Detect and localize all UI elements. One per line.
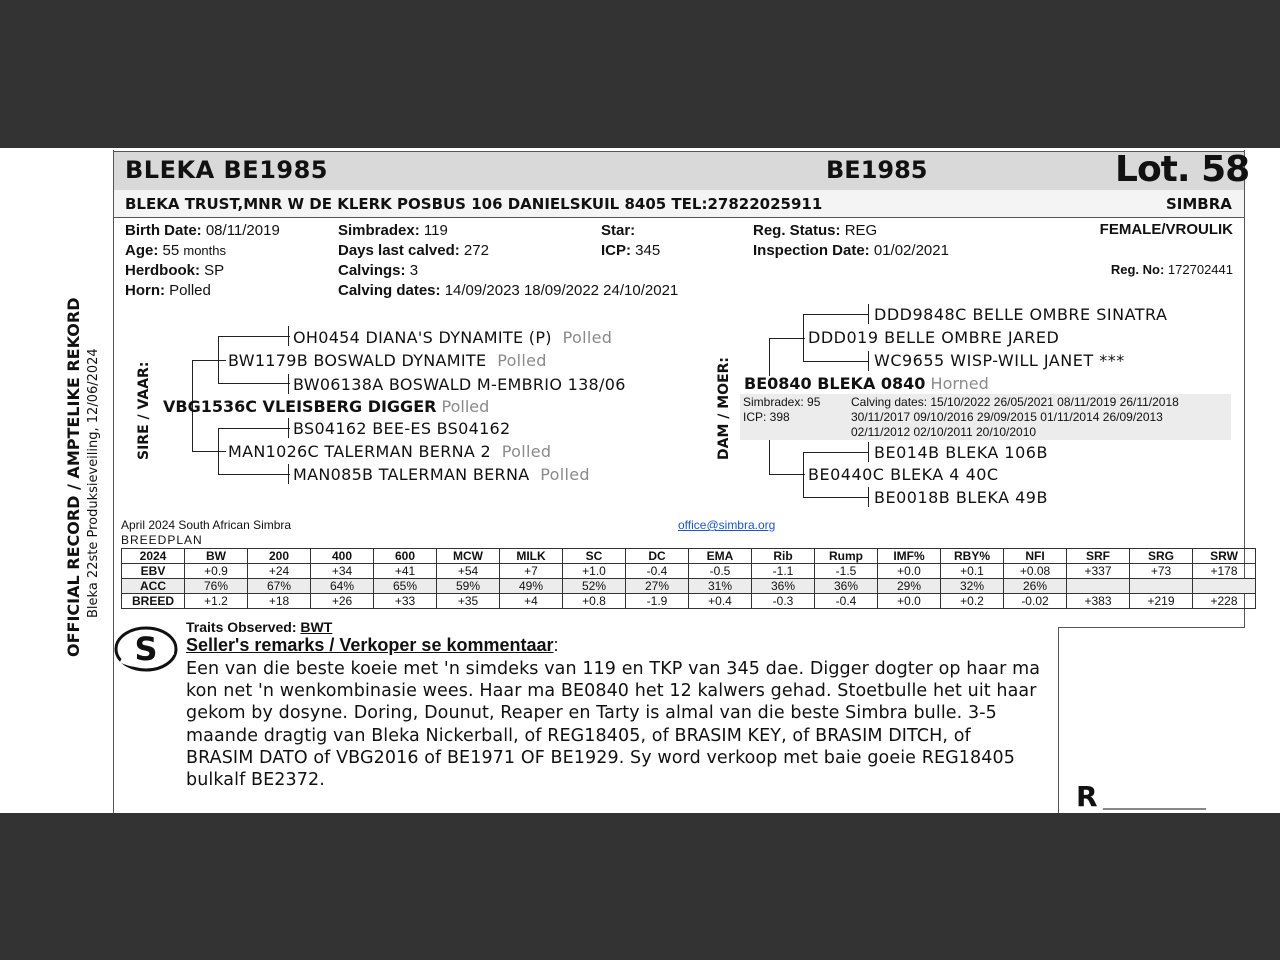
simbradex-value: 119	[423, 222, 448, 239]
dam-label: DAM / MOER:	[716, 356, 732, 460]
seller-logo-icon	[113, 622, 179, 676]
star-label: Star:	[601, 222, 636, 239]
ebv-row-breed	[122, 594, 1256, 609]
ebv-cell: 36%	[815, 579, 878, 594]
dam-sire-dam: WC9655 WISP-WILL JANET ***	[874, 351, 1125, 370]
ebv-cell: DC	[626, 549, 689, 564]
ebv-cell: 26%	[1004, 579, 1067, 594]
ebv-cell: SRF	[1067, 549, 1130, 564]
ebv-cell: +41	[374, 564, 437, 579]
ebv-cell: 36%	[752, 579, 815, 594]
ebv-cell: +0.1	[941, 564, 1004, 579]
ebv-cell: +228	[1193, 594, 1256, 609]
ebv-cell: 67%	[248, 579, 311, 594]
ebv-cell: 200	[248, 549, 311, 564]
ebv-cell: 65%	[374, 579, 437, 594]
ebv-cell: -1.1	[752, 564, 815, 579]
ebv-header-row	[122, 549, 1256, 564]
dam-dam-dam: BE0018B BLEKA 49B	[874, 488, 1048, 507]
ebv-cell: +0.2	[941, 594, 1004, 609]
calving-dates-value: 14/09/2023 18/09/2022 24/10/2021	[444, 282, 679, 299]
sale-label: Bleka 22ste Produksieveiling, 12/06/2024	[86, 348, 101, 618]
remarks-body: Een van die beste koeie met 'n simdeks van 119 en TKP van 345 dae. Digger dogter op haar ma kon net 'n wenkombinasie wees. Haar ma BE0840 het 12 kalwers gehad. Stoetbulle het uit haar gekom by dosyne. Doring, Dounut, Reaper en Tarty is almal van die beste Simbra bulle. 3-5 maande dragtig van Bleka Nickerball, of REG18405, of BRASIM KEY, of BRASIM DITCH, of BRASIM DATO of VBG2016 of BE1971 OF BE1929. Sy word verkoop met baie goeie REG18405 bulkalf BE2372.	[186, 659, 1041, 791]
ebv-cell: MILK	[500, 549, 563, 564]
sire-sire-dam: BW06138A BOSWALD M-EMBRIO 138/06	[293, 375, 626, 394]
details-col-1	[125, 221, 280, 301]
ebv-cell: -0.4	[815, 594, 878, 609]
ebv-cell: +33	[374, 594, 437, 609]
dam-calving-dates: Calving dates: 15/10/2022 26/05/2021 08/11/2019 26/11/2018 30/11/2017 09/10/2016 29/09/2015 01/11/2014 26/09/2013 02/11/2012 02/10/2011 20/10/2010	[851, 395, 1179, 439]
ebv-cell: IMF%	[878, 549, 941, 564]
ebv-cell: EBV	[122, 564, 185, 579]
birth-date-label: Birth Date:	[125, 222, 202, 239]
ebv-cell: +0.8	[563, 594, 626, 609]
ebv-cell: 49%	[500, 579, 563, 594]
herdbook-value: SP	[204, 262, 225, 279]
dam-sire-sire: DDD9848C BELLE OMBRE SINATRA	[874, 305, 1168, 324]
ebv-cell: Rump	[815, 549, 878, 564]
horn-value: Polled	[169, 282, 211, 299]
sire-label: SIRE / VAAR:	[136, 361, 152, 460]
ebv-cell: MCW	[437, 549, 500, 564]
dam: BE0840 BLEKA 0840 Horned	[744, 374, 989, 393]
dam-stats	[743, 395, 820, 425]
details-col-3	[601, 221, 660, 261]
ebv-cell: -0.02	[1004, 594, 1067, 609]
dam-simbradex: Simbradex: 95	[743, 395, 821, 409]
ebv-cell: +73	[1130, 564, 1193, 579]
age-unit: months	[183, 243, 227, 258]
sire-sire-sire: OH0454 DIANA'S DYNAMITE (P) Polled	[293, 328, 613, 347]
ebv-cell: 31%	[689, 579, 752, 594]
ebv-cell: ACC	[122, 579, 185, 594]
ebv-cell: SC	[563, 549, 626, 564]
ebv-cell: +4	[500, 594, 563, 609]
page-border-left	[113, 150, 114, 813]
age-value: 55	[162, 242, 180, 259]
age-label: Age:	[125, 242, 159, 259]
dam-dam: BE0440C BLEKA 4 40C	[808, 465, 999, 484]
birth-date-value: 08/11/2019	[205, 222, 280, 239]
ebv-cell: +54	[437, 564, 500, 579]
ebv-cell: -0.5	[689, 564, 752, 579]
days-calved-value: 272	[463, 242, 489, 259]
ebv-cell: +7	[500, 564, 563, 579]
lot-number: Lot. 58	[1115, 149, 1250, 190]
ebv-cell: +0.08	[1004, 564, 1067, 579]
animal-id: BE1985	[826, 156, 928, 184]
ebv-cell	[1067, 579, 1130, 594]
breeder-info: BLEKA TRUST,MNR W DE KLERK POSBUS 106 DANIELSKUIL 8405 TEL:27822025911	[125, 195, 823, 213]
ebv-cell: 76%	[185, 579, 248, 594]
ebv-cell: SRW	[1193, 549, 1256, 564]
ebv-cell: -1.9	[626, 594, 689, 609]
horn-label: Horn:	[125, 282, 165, 299]
seller-logo-letter: S	[134, 630, 158, 668]
price-currency: R	[1076, 780, 1098, 813]
ebv-cell: +35	[437, 594, 500, 609]
sire-sire: BW1179B BOSWALD DYNAMITE Polled	[228, 351, 547, 370]
ebv-cell: Rib	[752, 549, 815, 564]
herdbook-label: Herdbook:	[125, 262, 200, 279]
ebv-cell: +219	[1130, 594, 1193, 609]
ebv-cell: -0.4	[626, 564, 689, 579]
ebv-cell: BW	[185, 549, 248, 564]
ebv-cell: 59%	[437, 579, 500, 594]
days-calved-label: Days last calved:	[338, 242, 460, 259]
ebv-cell: +178	[1193, 564, 1256, 579]
icp-value: 345	[635, 242, 661, 259]
simbradex-label: Simbradex:	[338, 222, 420, 239]
ebv-cell: +26	[311, 594, 374, 609]
price-box-top	[1058, 627, 1245, 628]
sire-dam-dam: MAN085B TALERMAN BERNA Polled	[293, 465, 590, 484]
ebv-cell: 29%	[878, 579, 941, 594]
ebv-cell	[1193, 579, 1256, 594]
calvings-value: 3	[409, 262, 419, 279]
ebv-cell: +383	[1067, 594, 1130, 609]
price-blank-line[interactable]: _________________	[1103, 794, 1205, 810]
ebv-cell: 2024	[122, 549, 185, 564]
dam-sire: DDD019 BELLE OMBRE JARED	[808, 328, 1060, 347]
reg-status-label: Reg. Status:	[753, 222, 841, 239]
ebv-cell: +34	[311, 564, 374, 579]
ebv-cell: 27%	[626, 579, 689, 594]
ebv-cell: +0.0	[878, 594, 941, 609]
ebv-cell: +1.0	[563, 564, 626, 579]
ebv-cell: +337	[1067, 564, 1130, 579]
calvings-label: Calvings:	[338, 262, 406, 279]
ebv-cell	[1130, 579, 1193, 594]
reg-no-label: Reg. No:	[1110, 262, 1165, 277]
breedplan-date: April 2024 South African Simbra	[121, 518, 292, 532]
icp-label: ICP:	[601, 242, 631, 259]
dam-icp: ICP: 398	[743, 410, 790, 424]
ebv-table	[121, 548, 1256, 609]
traits-value: BWT	[300, 619, 333, 635]
dam-dam-sire: BE014B BLEKA 106B	[874, 443, 1048, 462]
ebv-cell: NFI	[1004, 549, 1067, 564]
ebv-cell: 400	[311, 549, 374, 564]
ebv-row-ebv	[122, 564, 1256, 579]
ebv-cell: -0.3	[752, 594, 815, 609]
ebv-cell: +0.9	[185, 564, 248, 579]
ebv-cell: 52%	[563, 579, 626, 594]
reg-no-value: 172702441	[1167, 262, 1233, 277]
animal-name: BLEKA BE1985	[125, 156, 328, 184]
reg-no	[1111, 262, 1233, 277]
breedplan-source	[121, 518, 291, 548]
sire-dam: MAN1026C TALERMAN BERNA 2 Polled	[228, 442, 552, 461]
traits-observed: Traits Observed: BWT	[186, 619, 333, 635]
ebv-cell: 600	[374, 549, 437, 564]
details-col-4	[753, 221, 949, 261]
sire: VBG1536C VLEISBERG DIGGER Polled	[163, 397, 490, 416]
ebv-cell: +18	[248, 594, 311, 609]
ebv-cell: EMA	[689, 549, 752, 564]
reg-status-value: REG	[844, 222, 878, 239]
ebv-cell: RBY%	[941, 549, 1004, 564]
ebv-cell: -1.5	[815, 564, 878, 579]
ebv-cell: +0.0	[878, 564, 941, 579]
breedplan-label: BREEDPLAN	[121, 533, 203, 547]
price-box-border	[1058, 627, 1059, 813]
ebv-cell: SRG	[1130, 549, 1193, 564]
calving-dates-label: Calving dates:	[338, 282, 441, 299]
ebv-cell: +1.2	[185, 594, 248, 609]
remarks-title: Seller's remarks / Verkoper se kommentaar:	[186, 635, 559, 655]
inspection-label: Inspection Date:	[753, 242, 870, 259]
email-link[interactable]: office@simbra.org	[678, 518, 776, 532]
ebv-cell: 64%	[311, 579, 374, 594]
inspection-value: 01/02/2021	[873, 242, 949, 259]
ebv-cell: +0.4	[689, 594, 752, 609]
sex-label: FEMALE/VROULIK	[1099, 221, 1233, 238]
official-record-label: OFFICIAL RECORD / AMPTELIKE REKORD	[64, 297, 83, 657]
ebv-cell: 32%	[941, 579, 1004, 594]
breed-name: SIMBRA	[1166, 195, 1232, 213]
ebv-cell: BREED	[122, 594, 185, 609]
ebv-row-acc	[122, 579, 1256, 594]
sire-dam-sire: BS04162 BEE-ES BS04162	[293, 419, 511, 438]
ebv-cell: +24	[248, 564, 311, 579]
